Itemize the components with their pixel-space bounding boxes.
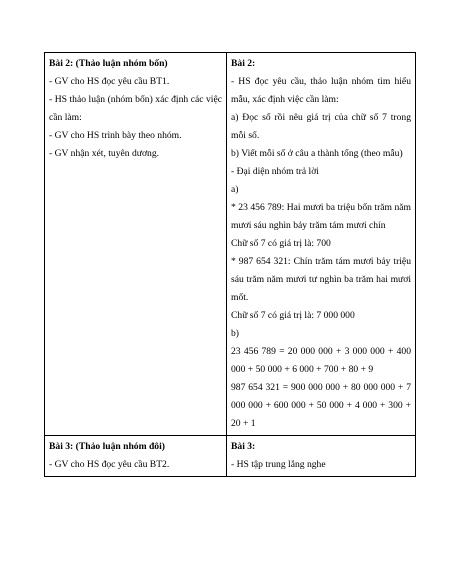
text-line: a) Đọc số rồi nêu giá trị của chữ số 7 trong mỗi số.: [231, 112, 411, 141]
text-line: 23 456 789 = 20 000 000 + 3 000 000 + 400 000 + 50 000 + 6 000 + 700 + 80 + 9: [231, 346, 411, 375]
text-line: - GV nhận xét, tuyên dương.: [49, 148, 160, 159]
text-line: - Đại diện nhóm trả lời: [231, 166, 319, 177]
text-line: * 23 456 789: Hai mươi ba triệu bốn trăm năm mươi sáu nghìn bảy trăm tám mươi chín: [231, 202, 411, 231]
text-line: - HS tập trung lắng nghe: [231, 459, 326, 470]
text-line: - HS thảo luận (nhóm bốn) xác định các việc cần làm:: [49, 94, 222, 123]
student-column-bai3: [227, 436, 416, 477]
text-line: Chữ số 7 có giá trị là: 7 000 000: [231, 310, 355, 321]
text-line: - GV cho HS đọc yêu cầu BT1.: [49, 76, 170, 87]
text-line: a): [231, 184, 239, 195]
table-row-bai2: [45, 53, 416, 436]
teacher-column-bai3: [45, 436, 227, 477]
section-header: Bài 3: (Thảo luận nhóm đôi): [49, 441, 165, 452]
text-line: b): [231, 328, 239, 339]
section-header: Bài 2: (Thảo luận nhóm bốn): [49, 58, 168, 69]
text-line: * 987 654 321: Chín trăm tám mươi bảy triệu sáu trăm năm mươi tư nghìn ba trăm hai mươi mốt.: [231, 256, 411, 303]
student-column-bai2: [227, 53, 416, 436]
text-line: - GV cho HS trình bày theo nhóm.: [49, 130, 182, 141]
text-line: b) Viết mỗi số ở câu a thành tổng (theo mẫu): [231, 148, 403, 159]
text-line: Chữ số 7 có giá trị là: 700: [231, 238, 331, 249]
text-line: - HS đọc yêu cầu, thảo luận nhóm tìm hiểu mẫu, xác định việc cần làm:: [231, 76, 411, 105]
text-line: 987 654 321 = 900 000 000 + 80 000 000 + 7 000 000 + 600 000 + 50 000 + 4 000 + 300 + 20 + 1: [231, 382, 411, 429]
teacher-column-bai2: [45, 53, 227, 436]
table-row-bai3: [45, 436, 416, 477]
section-header: Bài 2:: [231, 58, 256, 69]
section-header: Bài 3:: [231, 441, 256, 452]
text-line: - GV cho HS đọc yêu cầu BT2.: [49, 459, 170, 470]
lesson-table: [44, 52, 416, 477]
